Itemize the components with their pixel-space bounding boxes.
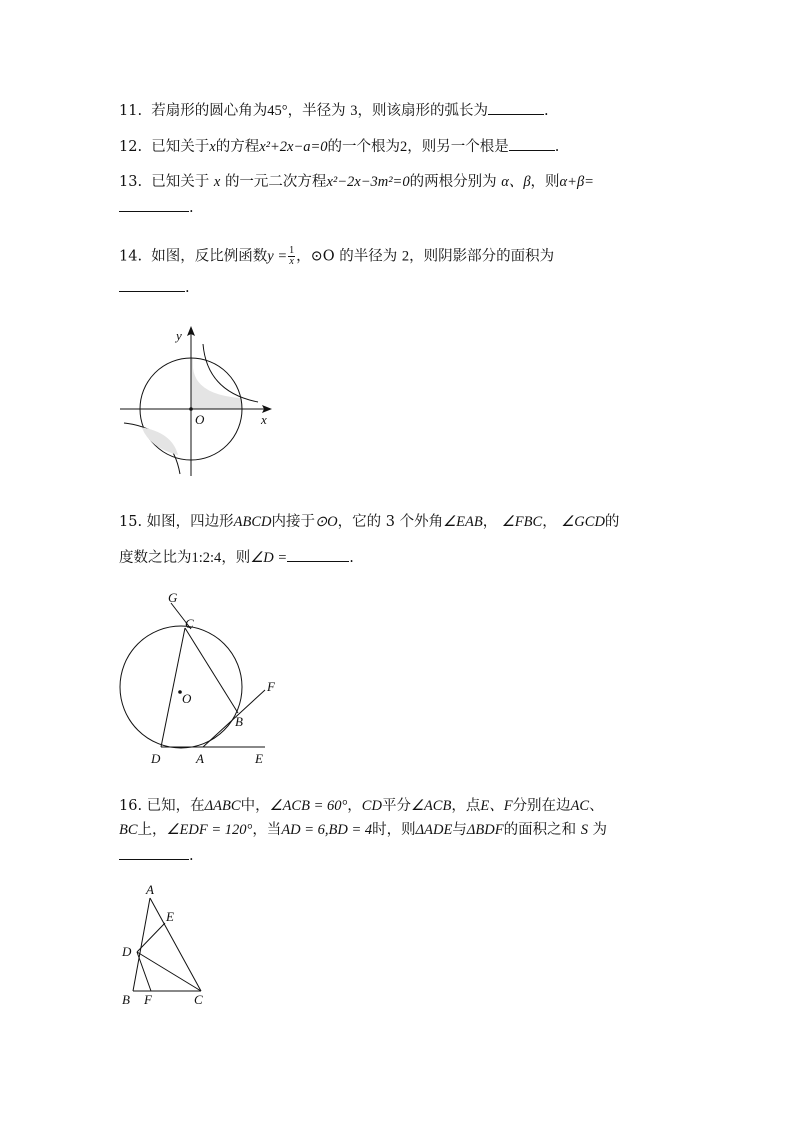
y-axis-label: y bbox=[176, 328, 182, 343]
label-c: C bbox=[185, 616, 194, 631]
label-o: O bbox=[182, 691, 192, 706]
label-e: E bbox=[166, 909, 174, 924]
label-g: G bbox=[168, 590, 178, 605]
label-a: A bbox=[146, 882, 154, 897]
question-number: 13. bbox=[119, 174, 143, 190]
question-16-answer-line: . bbox=[119, 844, 194, 866]
side-ab bbox=[133, 898, 150, 991]
question-13-answer-line: . bbox=[119, 196, 194, 218]
question-14: 14. 如图，反比例函数y = $\frac{1}{x}$ ，⊙O 的半径为 2，则阴影部分的面积为 bbox=[119, 245, 555, 267]
label-e: E bbox=[255, 751, 263, 766]
question-number: 12. bbox=[119, 139, 143, 155]
question-14-answer-line: . bbox=[119, 276, 190, 298]
segment-de bbox=[137, 923, 165, 952]
label-b: B bbox=[235, 714, 243, 729]
question-11: 11. 若扇形的圆心角为45°，半径为 3，则该扇形的弧长为 . bbox=[119, 99, 549, 121]
label-a: A bbox=[196, 751, 204, 766]
question-12: 12. 已知关于x的方程x²+2x−a=0的一个根为2，则另一个根是 . bbox=[119, 135, 559, 157]
label-d: D bbox=[151, 751, 161, 766]
question-15-line-2: 度数之比为1:2:4，则∠D = . bbox=[119, 546, 354, 568]
question-16-line-2: BC上，∠EDF = 120°，当AD = 6,BD = 4时，则ΔADE与ΔBDF的面积之和 S 为 bbox=[119, 822, 608, 838]
segment-dc bbox=[137, 952, 201, 991]
question-13: 13. 已知关于 x 的一元二次方程x²−2x−3m²=0的两根分别为 α、β，则α+β= bbox=[119, 174, 594, 190]
question-number: 11. bbox=[119, 103, 143, 119]
question-16: 16. 已知，在ΔABC中，∠ACB = 60°，CD平分∠ACB，点E、F分别在边AC、 bbox=[119, 798, 604, 814]
x-axis-label: x bbox=[261, 412, 267, 427]
question-number: 14. bbox=[119, 248, 143, 265]
side-ac bbox=[150, 898, 201, 991]
label-b: B bbox=[122, 992, 130, 1007]
origin-label: O bbox=[195, 412, 205, 427]
label-f: F bbox=[267, 679, 275, 694]
fraction: $\frac{1}{x}$ bbox=[289, 245, 295, 267]
label-d: D bbox=[122, 944, 132, 959]
question-15: 15. 如图，四边形ABCD内接于⊙O，它的 3 个外角∠EAB， ∠FBC， ∠GCD的 bbox=[119, 514, 620, 530]
label-c: C bbox=[194, 992, 203, 1007]
segment-df bbox=[137, 952, 151, 991]
label-f: F bbox=[144, 992, 152, 1007]
